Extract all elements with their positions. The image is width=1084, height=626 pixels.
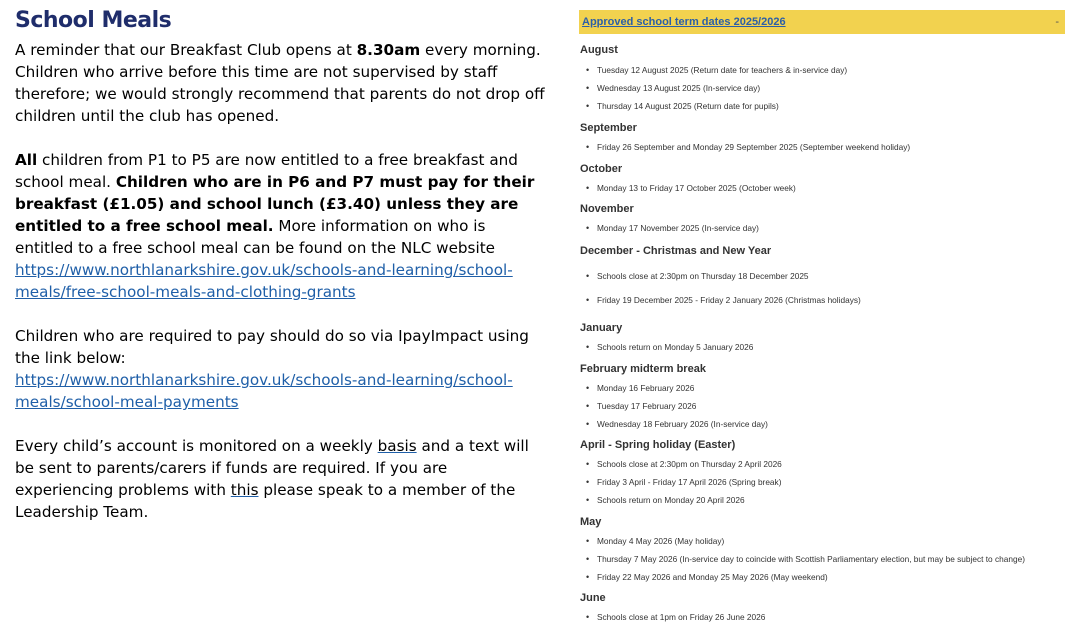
nlc-free-meals-link[interactable]: https://www.northlanarkshire.gov.uk/schools-and-learning/school-meals/free-school-meals-and-clothing-grants xyxy=(15,261,513,301)
term-date-item: • Friday 26 September and Monday 29 September 2025 (September weekend holiday) xyxy=(597,138,1065,156)
term-date-item: • Monday 16 February 2026 xyxy=(597,379,1065,397)
month-heading: August xyxy=(580,44,618,56)
term-date-item: • Friday 3 April - Friday 17 April 2026 (Spring break) xyxy=(597,473,1065,491)
month-dates-list xyxy=(579,338,1065,356)
term-date-item: • Monday 17 November 2025 (In-service day) xyxy=(597,219,1065,237)
month-heading: December - Christmas and New Year xyxy=(580,245,772,257)
month-dates-list xyxy=(579,61,1065,115)
term-date-item: • Monday 4 May 2026 (May holiday) xyxy=(597,532,1065,550)
basis-word: basis xyxy=(377,437,417,455)
this-word: this xyxy=(230,481,259,499)
free-meals-paragraph: All children from P1 to P5 are now entitled to a free breakfast and school meal. Children who are in P6 and P7 must pay for their breakfast (£1.05) and school lunch (£3.40) unless they are entitled to a free school meal. More information on who is entitled to a free school meal can be found on the NLC website https://www.northlanarkshire.gov.uk/schools-and-learning/school-meals/free-school-meals-and-clothing-grants xyxy=(15,151,535,301)
month-heading: November xyxy=(580,203,634,215)
account-monitoring-paragraph: Every child’s account is monitored on a weekly basis and a text will be sent to parents/carers if funds are required. If you are experiencing problems with this please speak to a member of the Leadership Team. xyxy=(15,437,529,521)
term-date-item: • Tuesday 12 August 2025 (Return date for teachers & in-service day) xyxy=(597,61,1065,79)
term-date-item: • Wednesday 13 August 2025 (In-service day) xyxy=(597,79,1065,97)
month-dates-list xyxy=(579,219,1065,237)
term-date-item: • Monday 13 to Friday 17 October 2025 (October week) xyxy=(597,179,1065,197)
breakfast-club-paragraph: A reminder that our Breakfast Club opens at 8.30am every morning. Children who arrive before this time are not supervised by staff therefore; we would strongly recommend that parents do not drop off children until the club has opened. xyxy=(15,41,545,125)
month-dates-list xyxy=(579,455,1065,509)
term-date-item: • Schools close at 1pm on Friday 26 June 2026 xyxy=(597,608,1065,626)
term-date-item: • Schools return on Monday 5 January 2026 xyxy=(597,338,1065,356)
month-heading: January xyxy=(580,322,623,334)
month-heading: February midterm break xyxy=(580,363,706,375)
term-date-item: • Schools close at 2:30pm on Thursday 2 April 2026 xyxy=(597,455,1065,473)
month-dates-list xyxy=(579,608,1065,626)
month-dates-list xyxy=(579,179,1065,197)
month-heading: October xyxy=(580,163,623,175)
month-heading: June xyxy=(580,592,606,604)
month-dates-list xyxy=(579,532,1065,586)
nlc-meal-payments-link[interactable]: https://www.northlanarkshire.gov.uk/schools-and-learning/school-meals/school-meal-payments xyxy=(15,371,513,411)
month-dates-list xyxy=(579,379,1065,433)
term-date-item: • Thursday 14 August 2025 (Return date for pupils) xyxy=(597,97,1065,115)
month-dates-list xyxy=(579,264,1065,312)
month-heading: September xyxy=(580,122,637,134)
term-date-item: • Tuesday 17 February 2026 xyxy=(597,397,1065,415)
month-heading: May xyxy=(580,516,602,528)
term-date-item: • Schools return on Monday 20 April 2026 xyxy=(597,491,1065,509)
collapse-icon[interactable]: - xyxy=(1055,16,1059,28)
term-date-item: • Schools close at 2:30pm on Thursday 18 December 2025 xyxy=(597,264,1065,288)
month-dates-list xyxy=(579,138,1065,156)
page-title: School Meals xyxy=(15,8,172,33)
school-meals-section xyxy=(15,8,545,523)
term-dates-banner[interactable] xyxy=(579,10,1065,34)
month-heading: April - Spring holiday (Easter) xyxy=(580,439,736,451)
term-date-item: • Thursday 7 May 2026 (In-service day to coincide with Scottish Parliamentary election, but may be subject to change) xyxy=(597,550,1065,568)
term-dates-list xyxy=(579,42,1065,626)
term-date-item: • Wednesday 18 February 2026 (In-service day) xyxy=(597,415,1065,433)
term-date-item: • Friday 19 December 2025 - Friday 2 January 2026 (Christmas holidays) xyxy=(597,288,1065,312)
term-date-item: • Friday 22 May 2026 and Monday 25 May 2026 (May weekend) xyxy=(597,568,1065,586)
term-dates-panel xyxy=(579,10,1065,626)
term-dates-title[interactable]: Approved school term dates 2025/2026 xyxy=(582,16,786,28)
payment-paragraph: Children who are required to pay should do so via IpayImpact using the link below: https://www.northlanarkshire.gov.uk/schools-and-learning/school-meals/school-meal-payments xyxy=(15,327,529,411)
